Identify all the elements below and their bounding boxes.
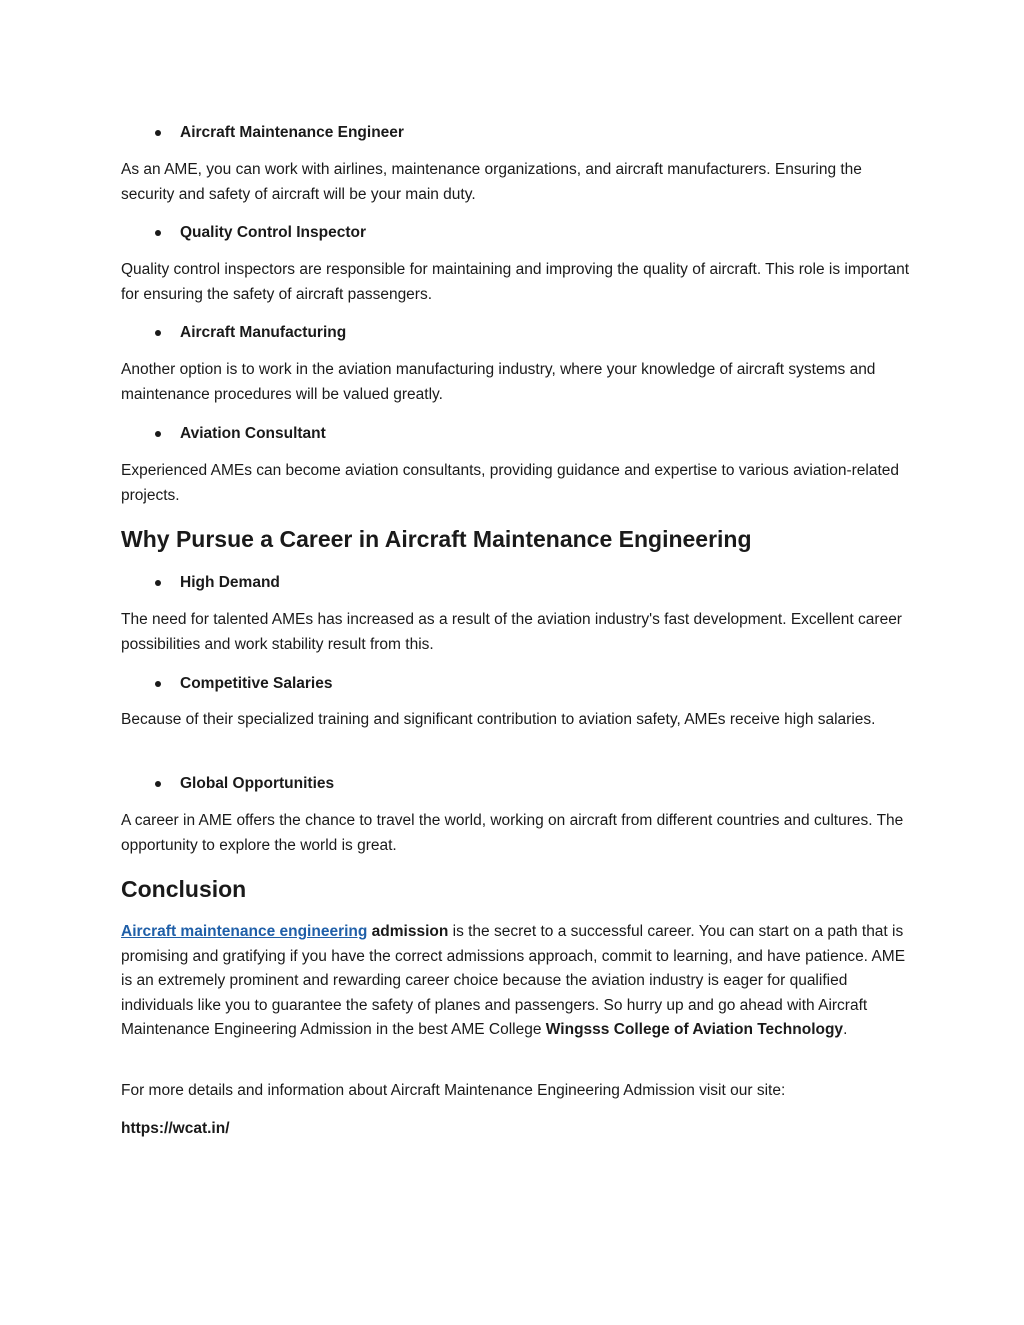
reason-title: Global Opportunities <box>180 775 335 792</box>
role-title: Quality Control Inspector <box>180 224 367 241</box>
more-info-text: For more details and information about Aircraft Maintenance Engineering Admission visit our site: <box>121 1082 786 1099</box>
role-description: Experienced AMEs can become aviation consultants, providing guidance and expertise to various aviation-related projects. <box>121 462 900 504</box>
bullet-icon <box>155 431 161 437</box>
conclusion-period: . <box>843 1021 848 1038</box>
bullet-icon <box>155 230 161 236</box>
reason-description: Because of their specialized training and significant contribution to aviation safety, AMEs receive high salaries. <box>121 711 876 728</box>
section-heading-why: Why Pursue a Career in Aircraft Maintenance Engineering <box>121 526 752 552</box>
site-url[interactable]: https://wcat.in/ <box>121 1120 230 1137</box>
bullet-icon <box>155 781 161 787</box>
aircraft-maintenance-engineering-link[interactable]: Aircraft maintenance engineering <box>121 923 368 940</box>
bullet-icon <box>155 580 161 586</box>
role-title: Aviation Consultant <box>180 425 326 442</box>
role-description: As an AME, you can work with airlines, maintenance organizations, and aircraft manufacturers. Ensuring the security and safety of aircraft will be your main duty. <box>121 161 862 203</box>
conclusion-body-text: is the secret to a successful career. You can start on a path that is promising and gratifying if you have the correct admissions approach, commit to learning, and have patience. AME is an extremely prominent and rewarding career choice because the aviation industry is eager for qualified individuals like you to guarantee the safety of planes and passengers. So hurry up and go ahead with Aircraft Maintenance Engineering Admission in the best AME College <box>121 923 906 1038</box>
reason-title: Competitive Salaries <box>180 675 333 692</box>
role-description: Another option is to work in the aviation manufacturing industry, where your knowledge of aircraft systems and maintenance procedures will be valued greatly. <box>121 361 876 403</box>
reason-description: A career in AME offers the chance to travel the world, working on aircraft from different countries and cultures. The opportunity to explore the world is great. <box>121 812 904 854</box>
bullet-icon <box>155 681 161 687</box>
reason-description: The need for talented AMEs has increased as a result of the aviation industry's fast development. Excellent career possibilities and work stability result from this. <box>121 611 902 653</box>
section-heading-conclusion: Conclusion <box>121 876 247 902</box>
reason-title: High Demand <box>180 574 280 591</box>
bullet-icon <box>155 330 161 336</box>
role-description: Quality control inspectors are responsible for maintaining and improving the quality of aircraft. This role is important for ensuring the safety of aircraft passengers. <box>121 261 910 303</box>
role-title: Aircraft Maintenance Engineer <box>180 124 404 141</box>
bullet-icon <box>155 130 161 136</box>
college-name: Wingsss College of Aviation Technology <box>545 1021 844 1038</box>
role-title: Aircraft Manufacturing <box>180 324 347 341</box>
conclusion-paragraph <box>121 920 911 1043</box>
admission-bold-text: admission <box>367 923 449 940</box>
